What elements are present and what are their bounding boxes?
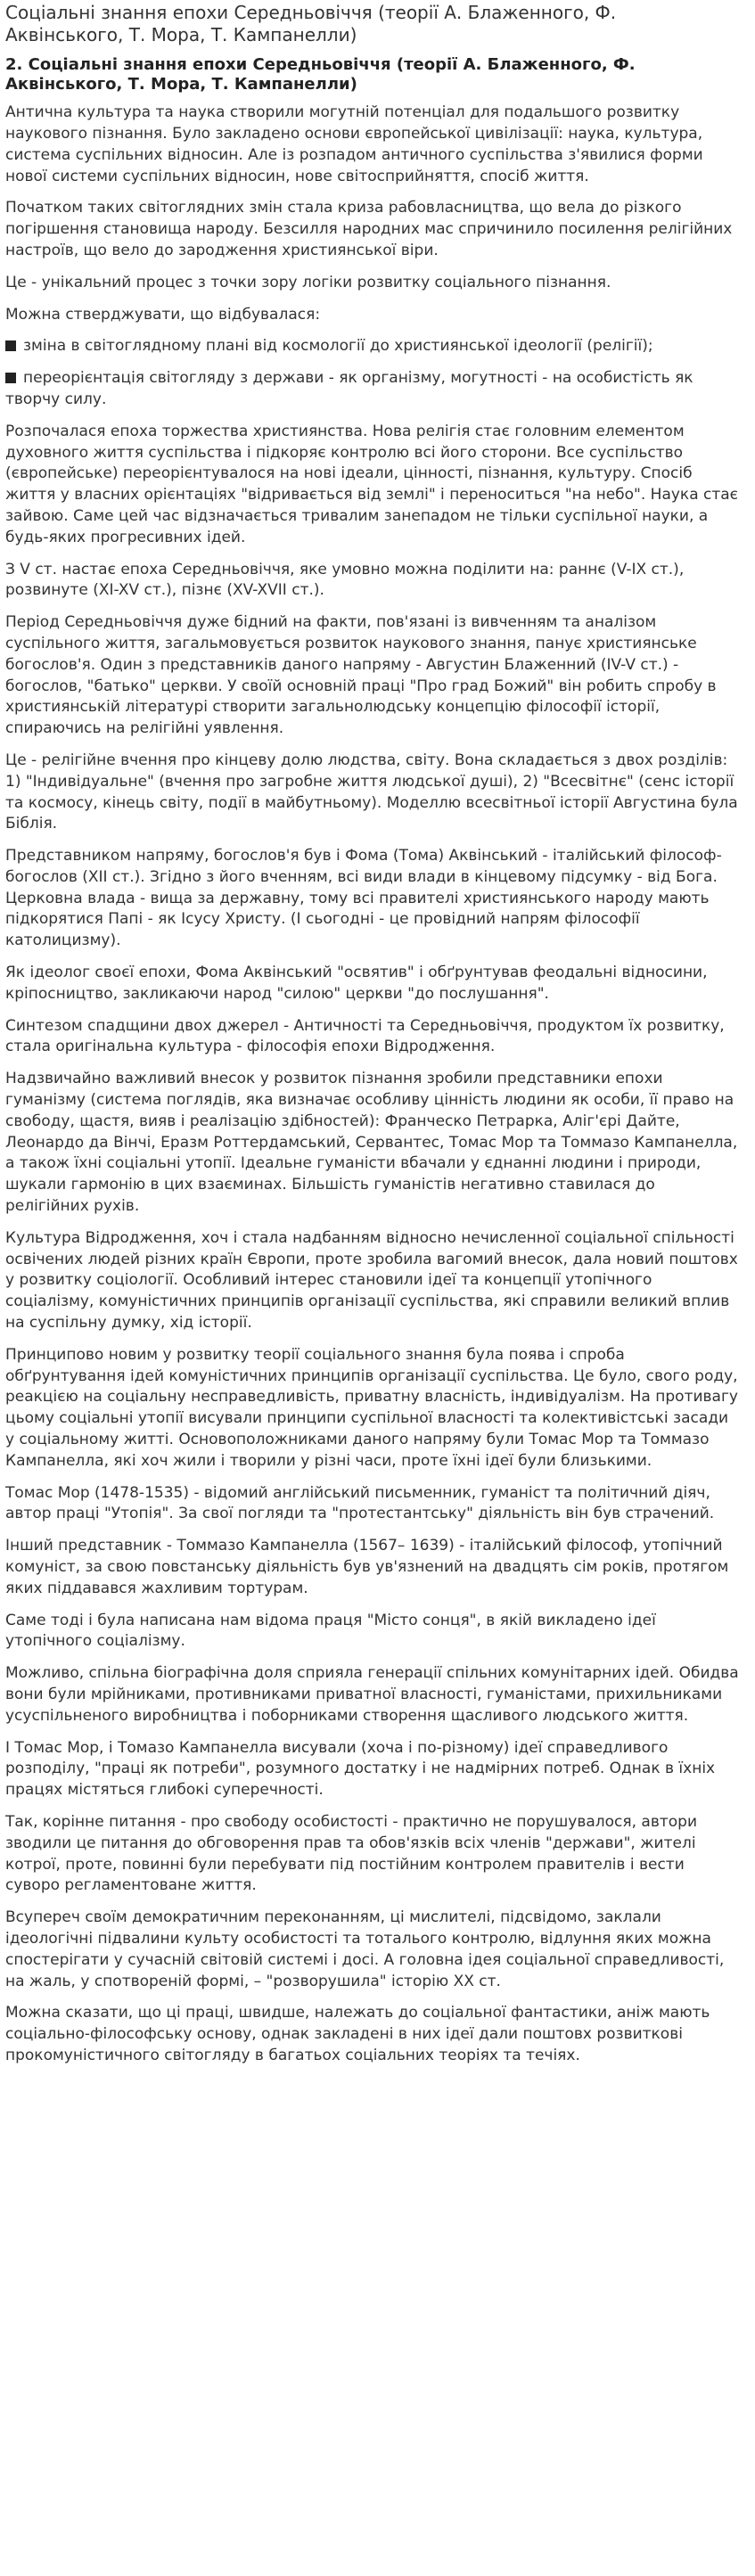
- paragraph: З V ст. настає епоха Середньовіччя, яке умовно можна поділити на: раннє (V-IX ст.), розвинуте (XI-XV ст.), пізнє (XV-XVII ст.).: [5, 560, 685, 600]
- paragraph: Розпочалася епоха торжества християнства. Нова релігія стає головним елементом духовного життя суспільства і підкоряє контролю всі його сторони. Все суспільство (європейське) переорієнтувалося на нові ідеали, цінності, пізнання, культуру. Спосіб життя у власних орієнтаціях "відривається від землі" і переноситься "на небо". Наука стає зайвою. Саме цей час відзначається тривалим занепадом не тільки суспільної науки, а будь-яких прогресивних ідей.: [5, 422, 739, 546]
- page-title: Соціальні знання епохи Середньовіччя (теорії А. Блаженного, Ф. Аквінського, Т. Мора, Т. Кампанелли): [5, 2, 617, 45]
- paragraph: Так, корінне питання - про свободу особистості - практично не порушувалося, автори зводили це питання до обговорення прав та обов'язків всіх членів "держави", жителі котрої, проте, повинні були перебувати під постійним контролем правителів і вести суворо регламентоване життя.: [5, 1812, 697, 1895]
- paragraph: Саме тоді і була написана нам відома праця "Місто сонця", в якій викладено ідеї утопічного соціалізму.: [5, 1611, 656, 1651]
- bullet-text: переорієнтація світогляду з держави - як організму, могутності - на особистість як творчу силу.: [5, 369, 693, 408]
- paragraph: Антична культура та наука створили могутній потенціал для подальшого розвитку наукового пізнання. Було закладено основи європейської цивілізації: наука, культура, система суспільних відносин. Але із розпадом античного суспільства з'явилися форми нової системи суспільних відносин, нове світосприйняття, спосіб життя.: [5, 103, 703, 185]
- bullet-text: зміна в світоглядному плані від космології до християнської ідеології (релігії);: [23, 337, 653, 356]
- paragraph: Початком таких світоглядних змін стала криза рабовласництва, що вела до різкого погіршення становища народу. Безсилля народних мас спричинило посилення релігійних настроїв, що вело до зародження християнської віри.: [5, 199, 733, 259]
- article-body: [5, 103, 739, 2067]
- paragraph: Як ідеолог своєї епохи, Фома Аквінський "освятив" і обґрунтував феодальні відносини, кріпосництво, закликаючи народ "силою" церкви "до послушання".: [5, 964, 708, 1003]
- bullet-item: [5, 368, 739, 411]
- paragraph: Інший представник - Томмазо Кампанелла (1567– 1639) - італійський філософ, утопічний комуніст, за свою повстанську діяльність був ув'язнений на двадцять сім років, протягом яких піддавався жахливим тортурам.: [5, 1537, 729, 1597]
- paragraph: Можливо, спільна біографічна доля сприяла генерації спільних комунітарних ідей. Обидва вони були мрійниками, противниками приватної власності, гуманістами, прихильниками усуспільненого виробництва і поборниками створення щасливого людського життя.: [5, 1664, 739, 1725]
- paragraph: І Томас Мор, і Томазо Кампанелла висували (хоча і по-різному) ідеї справедливого розподілу, "праці як потреби", розумного достатку і не надмірних потреб. Однак в їхніх працях містяться глибокі суперечності.: [5, 1738, 716, 1800]
- paragraph: Представником напряму, богослов'я був і Фома (Тома) Аквінський - італійський філософ-богослов (XII ст.). Згідно з його вченням, всі види влади в кінцевому підсумку - від Бога. Церковна влада - вища за державну, тому всі правителі християнського народу мають підкорятися Папі - як Ісусу Христу. (І сьогодні - це провідний напрям філософії католицизму).: [5, 847, 722, 950]
- paragraph: Томас Мор (1478-1535) - відомий англійський письменник, гуманіст та політичний діяч, автор праці "Утопія". За свої погляди та "протестантську" діяльність він був страчений.: [5, 1483, 715, 1523]
- paragraph: Синтезом спадщини двох джерел - Античності та Середньовіччя, продуктом їх розвитку, стала оригінальна культура - філософія епохи Відродження.: [5, 1016, 725, 1056]
- paragraph: Можна стверджувати, що відбувалася:: [5, 305, 321, 324]
- paragraph: Надзвичайно важливий внесок у розвиток пізнання зробили представники епохи гуманізму (система поглядів, яка визначає особливу цінність людини як особи, її право на свободу, щастя, вияв і реалізацію здібностей): Франческо Петрарка, Аліг'єрі Дайте, Леонардо да Вінчі, Еразм Роттердамський, Сервантес, Томас Мор та Томмазо Кампанелла, а також їхні соціальні утопії. Ідеальне гуманісти вбачали у єднанні людини і природи, шукали гармонію в цих взаєминах. Більшість гуманістів негативно ставилася до релігійних рухів.: [5, 1070, 738, 1216]
- paragraph: Це - релігійне вчення про кінцеву долю людства, світу. Вона складається з двох розділів: 1) "Індивідуальне" (вчення про загробне життя людської душі), 2) "Всесвітнє" (сенс історії та космосу, кінець світу, події в майбутньому). Моделлю всесвітньої історії Августина була Біблія.: [5, 751, 738, 833]
- paragraph: Всупереч своїм демократичним переконанням, ці мислителі, підсвідомо, заклали ідеологічні підвалини культу особистості та тоталього контролю, відлуння яких можна спостерігати у сучасній світовій системі і досі. А головна ідея соціальної справедливості, на жаль, у спотвореній формі, – "розворушила" історію XX ст.: [5, 1908, 725, 1990]
- paragraph: Принципово новим у розвитку теорії соціального знання була поява і спроба обґрунтування ідей комуністичних принципів організації суспільства. Це було, свого роду, реакцією на соціальну несправедливість, приватну власність, індивідуалізм. На противагу цьому соціальні утопії висували принципи суспільної власності та колективістські засади у соціальному житті. Основоположниками даного напряму були Томас Мор та Томмазо Кампанелла, які хоч жили і творили у різні часи, проте їхні ідеї були близькими.: [5, 1345, 738, 1470]
- paragraph: Період Середньовіччя дуже бідний на факти, пов'язані із вивченням та аналізом суспільного життя, загальмовується розвиток наукового знання, панує християнське богослов'я. Один з представників даного напряму - Августин Блаженний (IV-V ст.) - богослов, "батько" церкви. У своїй основній праці "Про град Божий" він робить спробу в християнській літературі створити загальнолюдську концепцію філософії історії, спираючись на релігійні уявлення.: [5, 613, 717, 738]
- section-heading: 2. Соціальні знання епохи Середньовіччя (теорії А. Блаженного, Ф. Аквінського, Т. Мора, Т. Кампанелли): [5, 55, 636, 94]
- bullet-item: [5, 336, 739, 357]
- paragraph: Можна сказати, що ці праці, швидше, належать до соціальної фантастики, аніж мають соціально-філософську основу, однак закладені в них ідеї дали поштовх розвиткові прокомуністичного світогляду в багатьох соціальних теоріях та течіях.: [5, 2004, 710, 2064]
- paragraph: Культура Відродження, хоч і стала надбанням відносно нечисленної соціальної спільності освічених людей різних країн Європи, проте зробила вагомий внесок, дала новий поштовх у розвитку соціології. Особливий інтерес становили ідеї та концепції утопічного соціалізму, комуністичних принципів організації суспільства, які справили великий вплив на суспільну думку, хід історії.: [5, 1228, 738, 1333]
- paragraph: Це - унікальний процес з точки зору логіки розвитку соціального пізнання.: [5, 273, 611, 291]
- square-bullet-icon: [5, 373, 16, 383]
- square-bullet-icon: [5, 340, 16, 351]
